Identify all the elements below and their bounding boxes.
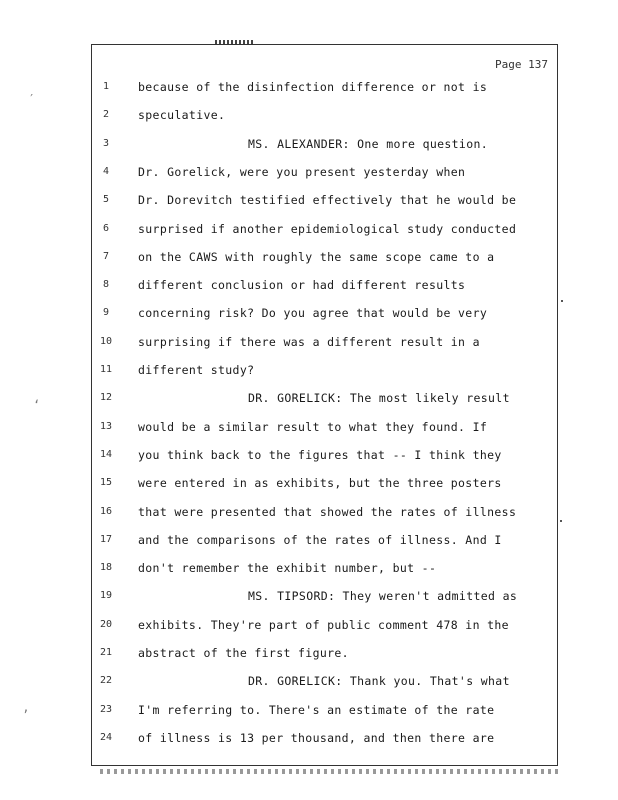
transcript-line (0, 219, 618, 241)
scan-speck (561, 300, 563, 302)
line-number: 6 (102, 222, 110, 234)
scan-speck (560, 520, 562, 522)
line-text: because of the disinfection difference or not is (138, 80, 488, 94)
footer-scan-strip (100, 769, 558, 774)
line-text: surprising if there was a different result in a (138, 334, 480, 349)
line-text: different study? (138, 363, 255, 377)
line-number: 19 (99, 590, 113, 602)
line-text: you think back to the figures that -- I think they (138, 447, 502, 462)
line-number: 4 (102, 165, 110, 177)
line-number: 10 (99, 335, 113, 347)
transcript-line (0, 332, 618, 354)
line-number: 1 (102, 81, 110, 92)
line-text: MS. TIPSORD: They weren't admitted as (248, 589, 518, 604)
transcript-line (0, 530, 618, 552)
transcript-line (0, 247, 618, 269)
line-text: DR. GORELICK: Thank you. That's what (248, 674, 510, 689)
line-text: surprised if another epidemiological study conducted (138, 221, 517, 236)
line-text: Dr. Gorelick, were you present yesterday when (138, 164, 466, 179)
transcript-line (0, 700, 618, 722)
transcript-line (0, 105, 618, 127)
line-number: 11 (99, 364, 113, 375)
transcript-line (0, 417, 618, 439)
transcript-line (0, 275, 618, 297)
line-number: 9 (102, 307, 110, 319)
line-number: 2 (102, 109, 110, 121)
transcript-line (0, 388, 618, 410)
line-text: would be a similar result to what they found. If (138, 419, 488, 434)
line-number: 21 (99, 647, 113, 658)
transcript-line (0, 558, 618, 580)
transcript-line (0, 615, 618, 637)
line-text: that were presented that showed the rates of illness (138, 504, 517, 519)
line-number: 7 (102, 250, 110, 262)
line-text: on the CAWS with roughly the same scope came to a (138, 249, 495, 264)
line-number: 17 (99, 533, 113, 545)
line-text: speculative. (138, 108, 226, 123)
transcript-line (0, 728, 618, 750)
transcript-line (0, 502, 618, 524)
line-text: abstract of the first figure. (138, 646, 349, 660)
line-number: 18 (99, 562, 113, 574)
transcript-line (0, 162, 618, 184)
line-number: 13 (99, 420, 113, 432)
margin-scan-mark: ′ (28, 92, 36, 106)
line-number: 14 (99, 448, 113, 460)
line-text: DR. GORELICK: The most likely result (248, 391, 510, 406)
line-number: 12 (99, 392, 113, 404)
line-text: MS. ALEXANDER: One more question. (248, 136, 489, 151)
line-text: Dr. Dorevitch testified effectively that he would be (138, 193, 517, 208)
line-number: 20 (99, 618, 113, 630)
line-number: 23 (99, 703, 113, 715)
line-text: were entered in as exhibits, but the three posters (138, 476, 502, 491)
line-number: 24 (99, 731, 113, 743)
transcript-line (0, 445, 618, 467)
line-number: 22 (99, 675, 113, 687)
transcript-line (0, 303, 618, 325)
transcript-line (0, 473, 618, 495)
margin-scan-mark: ’ (22, 708, 30, 722)
line-number: 15 (99, 477, 113, 489)
line-text: exhibits. They're part of public comment 478 in the (138, 617, 509, 632)
line-number: 5 (102, 194, 110, 206)
line-text: different conclusion or had different results (138, 278, 466, 293)
page-number-label: Page 137 (495, 58, 548, 71)
line-text: concerning risk? Do you agree that would be very (138, 306, 488, 321)
transcript-line (0, 586, 618, 608)
line-text: I'm referring to. There's an estimate of the rate (138, 702, 495, 717)
transcript-line (0, 77, 618, 99)
line-text: and the comparisons of the rates of illness. And I (138, 532, 502, 547)
line-text: of illness is 13 per thousand, and then there are (138, 730, 495, 745)
margin-scan-mark: ‘ (33, 398, 41, 412)
line-number: 16 (99, 505, 113, 517)
line-number: 3 (102, 137, 110, 149)
transcript-line (0, 671, 618, 693)
transcript-line (0, 134, 618, 156)
line-text: don't remember the exhibit number, but -- (138, 561, 437, 576)
transcript-line (0, 643, 618, 665)
transcript-line (0, 190, 618, 212)
transcript-line (0, 360, 618, 382)
line-number: 8 (102, 279, 110, 291)
